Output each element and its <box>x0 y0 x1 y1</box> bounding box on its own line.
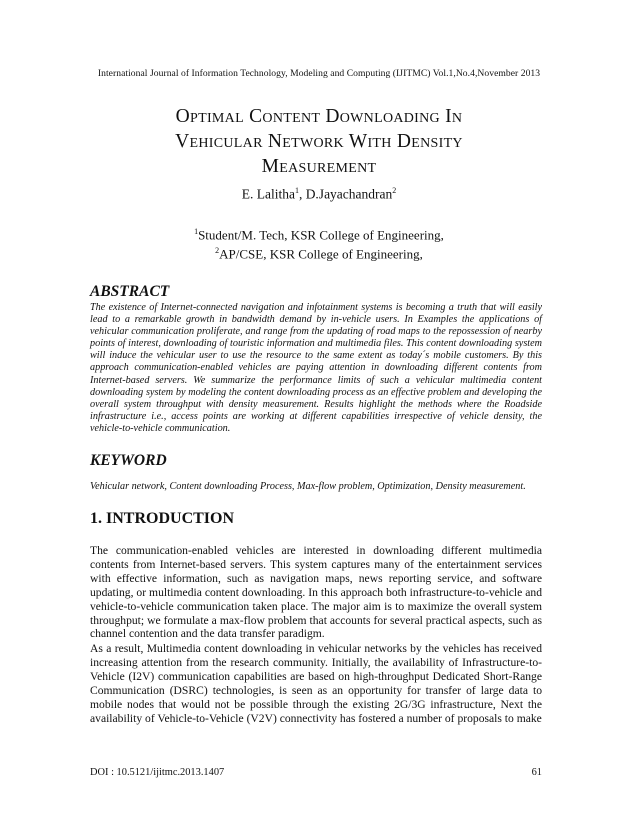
paper-title <box>100 104 538 179</box>
affiliation-1 <box>0 224 638 243</box>
introduction-paragraph-1: The communication-enabled vehicles are interested in downloading different multimedia contents from Internet-based servers. This system captures many of the entertainment services with effective information, such as navigation maps, news reporting service, and software updating, or multimedia content downloading. In this approach both infrastructure-to-vehicle and vehicle-to-vehicle communication taken place. The major aim is to maximize the overall system throughput; we formulate a max-flow problem that accounts for several practical aspects, such as channel contention and the data transfer paradigm. <box>90 544 542 641</box>
affiliations <box>0 224 638 263</box>
introduction-heading: 1. INTRODUCTION <box>90 510 235 527</box>
abstract-heading: ABSTRACT <box>90 283 170 300</box>
keyword-heading: KEYWORD <box>90 452 167 469</box>
author-2: D.Jayachandran <box>305 186 393 202</box>
abstract-body: The existence of Internet-connected navigation and infotainment systems is becoming a truth that will easily lead to a remarkable growth in bandwidth demand by in-vehicle users. In Examples the applications of vehicular communication proliferate, and range from the updating of road maps to the repossession of nearby points of interest, downloading of touristic information and multimedia files. This content downloading system will induce the vehicular user to use the resource to the same extent as today´s mobile customers. By this approach communication-enabled vehicles are paying attention in downloading different contents from Internet-based servers. We summarize the performance limits of such a vehicular multimedia content downloading system by modeling the content downloading process as an effective problem and developing the overall system throughput with density measurement. Results highlight the methods where the Roadside infrastructure i.e., access points are working at different capabilities irrespective of vehicle density, the vehicle-to-vehicle communication. <box>90 302 542 434</box>
title-line-1: Optimal Content Downloading In <box>175 106 463 127</box>
introduction-paragraph-2: As a result, Multimedia content downloading in vehicular networks by the vehicles has received increasing attention from the research community. Initially, the availability of Infrastructure-to-Vehicle (I2V) communication capabilities are based on high-throughput Dedicated Short-Range Communication (DSRC) technologies, is seen as an opportunity for transfer of large data to mobile nodes that would not be possible through the existing 2G/3G infrastructure, Next the availability of Vehicle-to-Vehicle (V2V) connectivity has fostered a number of proposals to make <box>90 642 542 725</box>
title-line-2: Vehicular Network With Density <box>175 131 463 152</box>
author-1: E. Lalitha <box>241 186 295 202</box>
affiliation-1-text: Student/M. Tech, KSR College of Engineering, <box>198 227 444 243</box>
affiliation-2-mark: 2 <box>215 246 220 256</box>
author-1-affil-mark: 1 <box>294 186 299 195</box>
doi-label: DOI : 10.5121/ijitmc.2013.1407 <box>90 767 225 778</box>
running-head: International Journal of Information Technology, Modeling and Computing (IJITMC) Vol.1,No.4,November 2013 <box>97 68 541 79</box>
title-line-3: Measurement <box>261 156 377 177</box>
affiliation-1-mark: 1 <box>194 227 199 236</box>
author-list <box>0 186 638 203</box>
affiliation-2 <box>0 243 638 262</box>
author-separator: , <box>298 186 306 202</box>
page-number: 61 <box>531 767 542 778</box>
page-footer <box>90 767 542 778</box>
author-2-affil-mark: 2 <box>392 186 397 195</box>
keyword-list: Vehicular network, Content downloading Process, Max-flow problem, Optimization, Density measurement. <box>90 481 526 492</box>
affiliation-2-text: AP/CSE, KSR College of Engineering, <box>219 246 423 262</box>
